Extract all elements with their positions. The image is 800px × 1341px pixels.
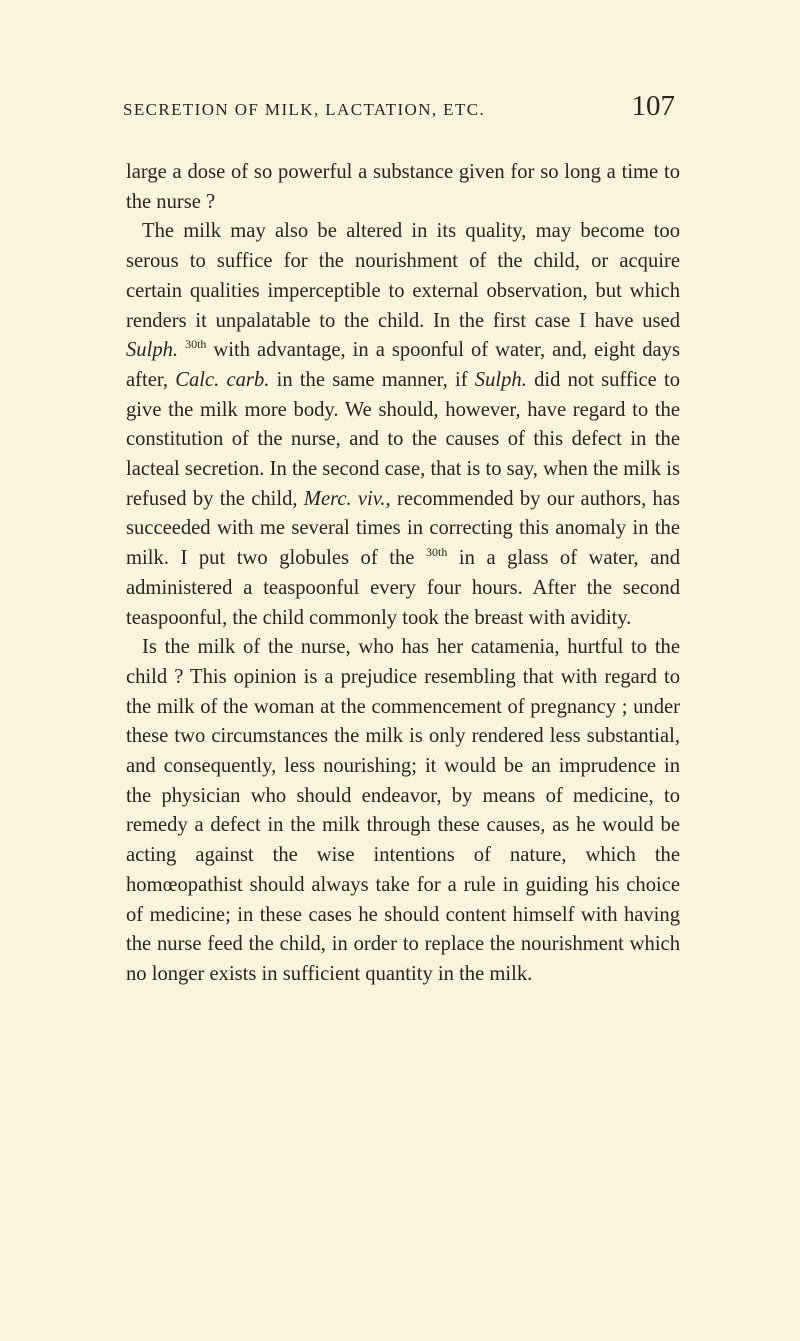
page-number: 107: [631, 90, 675, 122]
text-run: The milk may also be altered in its quality, may become too serous to suffice for the nourishment of the child, or acquire certain qualities imperceptible to external observation, but which renders it unpalatable to the child. In the first case I have used: [126, 220, 680, 332]
paragraph: [126, 217, 680, 633]
superscript: 30th: [185, 337, 207, 352]
italic-term: Merc. viv.: [303, 487, 386, 510]
page-header: [115, 86, 675, 126]
italic-term: Sulph.: [126, 339, 179, 362]
text-run: with advantage, in a spoonful of water, and, eight days after,: [126, 339, 680, 391]
text-run: in a glass of water, and administered a teaspoonful every four hours. After the second teaspoonful, the child commonly took the breast with avidity.: [126, 547, 680, 629]
body-text: [126, 158, 680, 990]
text-run: large a dose of so powerful a substance given for so long a time to the nurse ?: [126, 161, 680, 213]
text-run: in the same manner, if: [269, 368, 475, 391]
paragraph: [126, 158, 680, 217]
running-head: SECRETION OF MILK, LACTATION, ETC.: [123, 100, 486, 119]
paragraph: [126, 633, 680, 989]
text-run: , recommended by our authors, has succeeded with me several times in correcting this anomaly in the milk. I put two globules of the: [126, 487, 680, 570]
text-run: Is the milk of the nurse, who has her catamenia, hurtful to the child ? This opinion is a prejudice resembling that with regard to the milk of the woman at the commencement of pregnancy ; under these two circumstances the milk is only rendered less substantial, and consequently, less nourishing; it would be an imprudence in the physician who should endeavor, by means of medicine, to remedy a defect in the milk through these causes, as he would be acting against the wise intentions of nature, which the homœopathist should always take for a rule in guiding his choice of medicine; in these cases he should content himself with having the nurse feed the child, in order to replace the nourishment which no longer exists in sufficient quantity in the milk.: [126, 636, 680, 985]
superscript: 30th: [426, 545, 448, 560]
italic-term: Calc. carb.: [175, 368, 270, 391]
text-run: did not suffice to give the milk more body. We should, however, have regard to the constitution of the nurse, and to the causes of this defect in the lacteal secretion. In the second case, that is to say, when the milk is refused by the child,: [126, 368, 680, 510]
italic-term: Sulph.: [474, 368, 527, 391]
